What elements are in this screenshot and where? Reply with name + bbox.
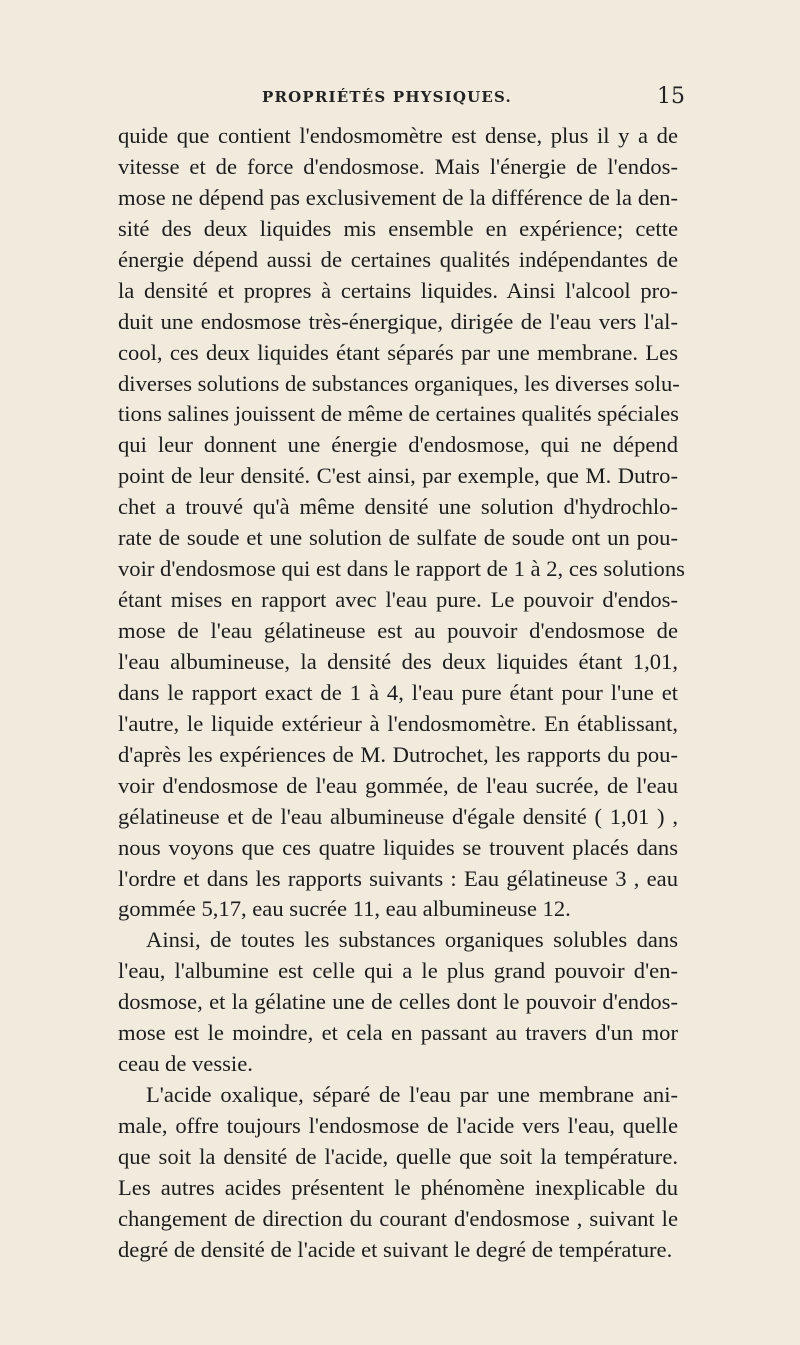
- text-line: qui leur donnent une énergie d'endosmose, qui ne dépend: [118, 432, 678, 458]
- paragraph-start-line: Ainsi, de toutes les substances organiques solubles dans: [146, 927, 678, 953]
- text-line: mose de l'eau gélatineuse est au pouvoir d'endosmose de: [118, 618, 678, 643]
- text-line: la densité et propres à certains liquides. Ainsi l'alcool pro-: [118, 277, 678, 303]
- text-line: duit une endosmose très-énergique, dirigée de l'eau vers l'al-: [118, 308, 678, 334]
- text-line: l'autre, le liquide extérieur à l'endosmomètre. En établissant,: [118, 710, 678, 736]
- text-line: dosmose, et la gélatine une de celles dont le pouvoir d'endos-: [118, 989, 678, 1015]
- running-head: [0, 84, 800, 114]
- text-line: que soit la densité de l'acide, quelle que soit la température.: [118, 1143, 678, 1169]
- running-title: PROPRIÉTÉS PHYSIQUES.: [262, 88, 512, 106]
- paragraph-end-line: ceau de vessie.: [118, 1051, 253, 1077]
- paragraph-end-line: degré de densité de l'acide et suivant le degré de température.: [118, 1236, 673, 1262]
- text-line: diverses solutions de substances organiques, les diverses solu-: [118, 370, 680, 396]
- text-line: vitesse et de force d'endosmose. Mais l'énergie de l'endos-: [118, 153, 678, 179]
- text-line: voir d'endosmose qui est dans le rapport de 1 à 2, ces solutions: [118, 556, 685, 582]
- text-line: voir d'endosmose de l'eau gommée, de l'eau sucrée, de l'eau: [118, 772, 678, 798]
- text-line: mose est le moindre, et cela en passant au travers d'un mor: [118, 1020, 678, 1046]
- text-line: d'après les expériences de M. Dutrochet, les rapports du pou-: [118, 741, 678, 767]
- text-line: changement de direction du courant d'endosmose , suivant le: [118, 1205, 678, 1231]
- text-line: chet a trouvé qu'à même densité une solution d'hydrochlo-: [118, 494, 678, 520]
- text-line: point de leur densité. C'est ainsi, par exemple, que M. Dutro-: [118, 463, 678, 489]
- page-number: 15: [657, 84, 685, 109]
- text-line: sité des deux liquides mis ensemble en expérience; cette: [118, 215, 678, 241]
- text-line: male, offre toujours l'endosmose de l'acide vers l'eau, quelle: [118, 1113, 678, 1138]
- text-line: l'ordre et dans les rapports suivants : Eau gélatineuse 3 , eau: [118, 865, 678, 891]
- text-line: rate de soude et une solution de sulfate de soude ont un pou-: [118, 525, 678, 551]
- text-line: cool, ces deux liquides étant séparés par une membrane. Les: [118, 339, 678, 365]
- text-line: dans le rapport exact de 1 à 4, l'eau pure étant pour l'une et: [118, 679, 678, 705]
- text-line: tions salines jouissent de même de certaines qualités spéciales: [118, 401, 679, 427]
- text-line: nous voyons que ces quatre liquides se trouvent placés dans: [118, 834, 678, 860]
- text-line: l'eau, l'albumine est celle qui a le plus grand pouvoir d'en-: [118, 958, 678, 984]
- text-line: étant mises en rapport avec l'eau pure. Le pouvoir d'endos-: [118, 587, 678, 613]
- text-line: gélatineuse et de l'eau albumineuse d'égale densité ( 1,01 ) ,: [118, 803, 678, 829]
- text-line: l'eau albumineuse, la densité des deux liquides étant 1,01,: [118, 648, 678, 674]
- text-line: mose ne dépend pas exclusivement de la différence de la den-: [118, 184, 678, 210]
- text-line: Les autres acides présentent le phénomène inexplicable du: [118, 1174, 678, 1200]
- text-line: énergie dépend aussi de certaines qualités indépendantes de: [118, 246, 678, 272]
- body-text: [118, 121, 685, 1266]
- paragraph-start-line: L'acide oxalique, séparé de l'eau par une membrane ani-: [146, 1082, 678, 1108]
- text-line: quide que contient l'endosmomètre est dense, plus il y a de: [118, 123, 678, 148]
- paragraph-end-line: gommée 5,17, eau sucrée 11, eau albumineuse 12.: [118, 896, 571, 922]
